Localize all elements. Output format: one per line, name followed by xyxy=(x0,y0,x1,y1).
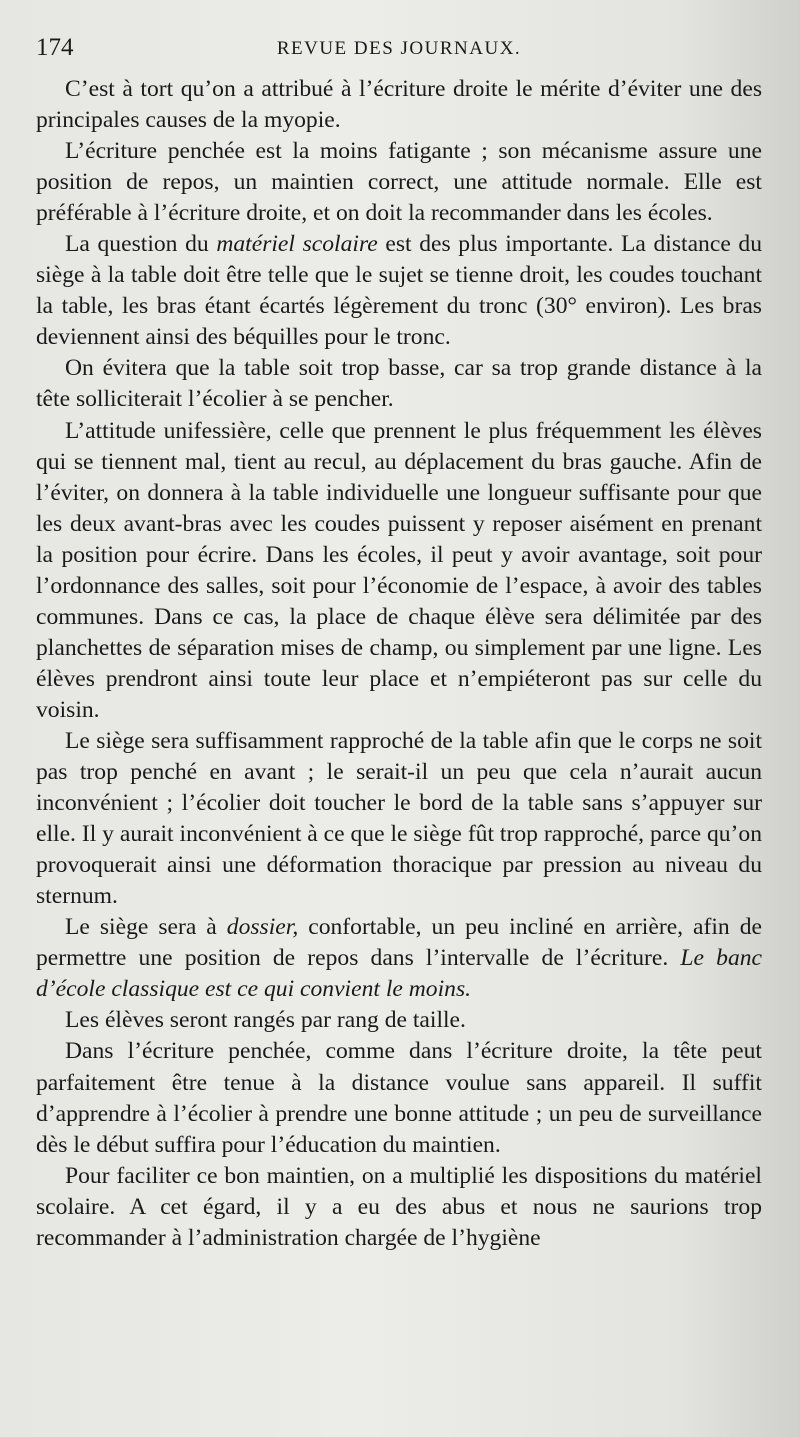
paragraph-posture: L’attitude unifessière, celle que prennent le plus fréquemment les élèves qui se tiennent mal, tient au recul, au déplacement du bras gauche. Afin de l’éviter, on donnera à la table individuelle une longueur suffisante pour que les deux avant-bras avec les coudes puissent y reposer aisément en prenant la position pour écrire. Dans les écoles, il peut y avoir avantage, soit pour l’ordonnance des salles, soit pour l’économie de l’espace, à avoir des tables communes. Dans ce cas, la place de chaque élève sera délimitée par des planchettes de séparation mises de champ, ou simplement par une ligne. Les élèves prendront ainsi toute leur place et n’empiéteront pas sur celle du voisin. xyxy=(36,417,762,723)
text-run: est des plus importante. La distance du siège à la table doit être telle que le sujet se tienne droit, les coudes touchant la table, les bras étant écartés légèrement du tronc (30° environ). Les bras deviennent ainsi des béquilles pour le tronc. xyxy=(36,231,763,351)
paragraph-materials-abuse: Pour faciliter ce bon maintien, on a multiplié les dispositions du matériel scolaire. A cet égard, il y a eu des abus et nous ne saurions trop recommander à l’administration chargée de l’hygiène xyxy=(36,1162,762,1251)
text-run: confortable, un peu incliné en arrière, afin de permettre une position de repos dans l’intervalle de l’écriture. xyxy=(36,914,762,972)
emphasis-dossier: dossier, xyxy=(226,914,299,941)
paragraph-seat-distance: Le siège sera suffisamment rapproché de la table afin que le corps ne soit pas trop penché en avant ; le serait-il un peu que cela n’aurait aucun inconvénient ; l’écolier doit toucher le bord de la table sans s’appuyer sur elle. Il y aurait inconvénient à ce que le siège fût trop rapproché, parce qu’on provoquerait ainsi une déformation thoracique par pression au niveau du sternum. xyxy=(36,727,762,910)
paragraph-seat-backrest xyxy=(36,912,762,1005)
paragraph-table-height: On évitera que la table soit trop basse, car sa trop grande distance à la tête solliciterait l’écolier à se pencher. xyxy=(36,355,762,413)
text-run: La question du xyxy=(65,231,217,258)
paragraph-school-materials xyxy=(36,229,762,353)
emphasis-banc-ecole: Le banc d’école classique est ce qui convient le moins. xyxy=(36,945,763,1003)
emphasis-materiel-scolaire: matériel scolaire xyxy=(216,231,378,258)
paragraph-myopia: C’est à tort qu’on a attribué à l’écriture droite le mérite d’éviter une des principales causes de la myopie. xyxy=(36,76,762,134)
text-run: Le siège sera à xyxy=(65,914,227,941)
paragraph-head-distance: Dans l’écriture penchée, comme dans l’écriture droite, la tête peut parfaitement être tenue à la distance voulue sans appareil. Il suffit d’apprendre à l’écolier à prendre une bonne attitude ; un peu de surveillance dès le début suffira pour l’éducation du maintien. xyxy=(36,1038,762,1158)
running-title: REVUE DES JOURNAUX. xyxy=(276,38,522,59)
page-header xyxy=(36,34,762,74)
paragraph-ranking: Les élèves seront rangés par rang de taille. xyxy=(65,1007,466,1034)
page-number: 174 xyxy=(36,34,74,61)
paragraph-slanted-writing: L’écriture penchée est la moins fatigante ; son mécanisme assure une position de repos, un maintien correct, une attitude normale. Elle est préférable à l’écriture droite, et on doit la recommander dans les écoles. xyxy=(36,138,762,227)
body-text xyxy=(36,74,762,1254)
